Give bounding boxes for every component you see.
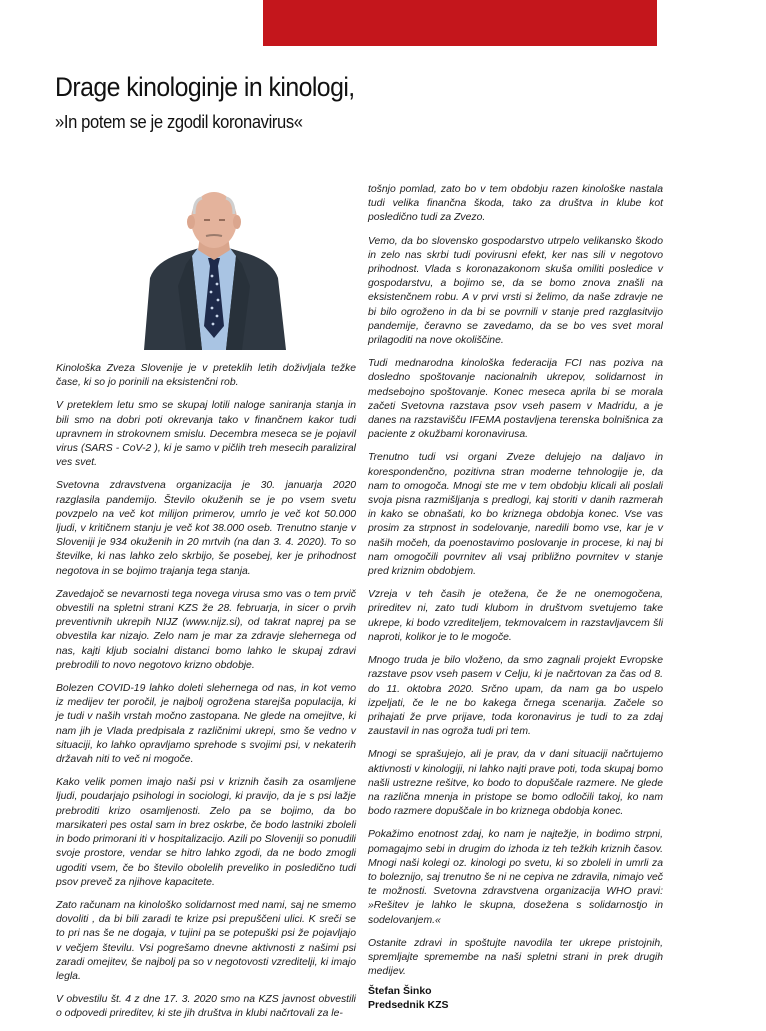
- signature-role: Predsednik KZS: [368, 999, 449, 1011]
- paragraph: Mnogo truda je bilo vloženo, da smo zagnali projekt Evropske razstave psov vseh pasem v Celju, ki je načrtovan za čas od 8. do 11. oktobra 2020. Srčno upam, da nam ga bo uspelo izpeljati, če le ne bo kakega črnega scenarija. Začele so prihajati že prve prijave, toda koronavirus je tudi to za zdaj zaustavil in nas ogroža tudi pri tem.: [368, 655, 663, 738]
- paragraph: Pokažimo enotnost zdaj, ko nam je najtežje, in bodimo strpni, pomagajmo sebi in drugim do izhoda iz teh težkih kriznih časov. Mnogi naši kolegi oz. kinologi po svetu, ki so zboleli in umrli za to boleznijo, saj trenutno še ni ne cepiva ne zdravila, nimajo več te možnosti. Svetovna zdravstvena organizacija WHO pravi: »Rešitev je lahko le skupna, dosežena s solidarnostjo in sodelovanjem.«: [368, 829, 663, 926]
- signature-name: Štefan Šinko: [368, 985, 432, 997]
- article-column-left: [56, 362, 356, 1031]
- paragraph: Zavedajoč se nevarnosti tega novega virusa smo vas o tem prvič obvestili na spletni strani KZS že 28. februarja, in sicer o prvih preventivnih ukrepih NIJZ (www.nijz.si), od takrat naprej pa se obvestila kar nizajo. Zelo nam je mar za zdravje slehernega od nas, kajti kljub socialni distanci bomo lahko le skupaj zdravi prebrodili to novo negotovo krizno obdobje.: [56, 588, 356, 671]
- paragraph: Kako velik pomen imajo naši psi v kriznih časih za osamljene ljudi, poudarjajo psihologi in sociologi, ki pravijo, da je s psi lažje prebroditi krizo osamljenosti. Zelo pa se bojimo, da bo marsikateri pes ostal sam in brez oskrbe, če bodo lastniki zboleli in bodo primorani iti v hospitalizacijo. Azili po Sloveniji so ponudili svoje prostore, vendar se hitro lahko zgodi, da ne bodo zmogli ugoditi vsem, če bo število obolelih preveliko in posledično tudi psov preveč za njihove kapacitete.: [56, 777, 356, 888]
- paragraph: V obvestilu št. 4 z dne 17. 3. 2020 smo na KZS javnost obvestili o odpovedi prireditev, ki ste jih društva in klubi načrtovali za le-: [56, 994, 356, 1020]
- red-header-bar: [263, 0, 657, 46]
- paragraph: Ostanite zdravi in spoštujte navodila ter ukrepe pristojnih, spremljajte spremembe na naši spletni strani in prek drugih medijev.: [368, 937, 663, 978]
- paragraph: Vzreja v teh časih je otežena, če že ne onemogočena, prireditev ni, zato tudi klubom in društvom svetujemo take ukrepe, ki bodo vzrediteljem, tekmovalcem in razstavljavcem šli naproti, kolikor je to le mogoče.: [368, 589, 663, 643]
- paragraph: Mnogi se sprašujejo, ali je prav, da v dani situaciji načrtujemo aktivnosti v kinologiji, ni lahko najti prave poti, toda skupaj bomo našli ustrezne rešitve, ko bodo to dopuščale razmere. Ne glede na različna mnenja in pristope se bomo odločili takoj, ko nam bodo razmere dopuščale in bo kriznega obdobja konec.: [368, 749, 663, 818]
- signature-block: [368, 984, 449, 1012]
- page-title: Drage kinologinje in kinologi,: [55, 72, 355, 102]
- paragraph: Bolezen COVID-19 lahko doleti slehernega od nas, in kot vemo iz medijev ter poročil, je najbolj ogrožena starejša populacija, ki je tudi v naših vrstah močno zastopana. Ne glede na omejitve, ki nam jih je Vlada predpisala z različnimi ukrepi, smo še vedno v situaciji, ko lahko opravljamo sprehode s svojimi psi, v nekaterih državah niti to več ni mogoče.: [56, 683, 356, 766]
- paragraph: Vemo, da bo slovensko gospodarstvo utrpelo velikansko škodo in zelo nas skrbi tudi povirusni efekt, ker nas sili v negotovo prihodnost. Vlada s koronazakonom skuša omiliti posledice v gospodarstvu, a bojimo se, da se bomo znova znašli na eksistenčnem robu. A v prvi vrsti si želimo, da naše zdravje ne bi bilo ogroženo in da bi se povrnili v stanje pred razglasitvijo pandemije, čeravno se zavedamo, da se bo ves svet moral prilagoditi na nove okoliščine.: [368, 235, 663, 347]
- author-portrait: [136, 186, 292, 350]
- portrait-illustration: [136, 186, 292, 350]
- article-column-right: [368, 183, 663, 988]
- paragraph: V preteklem letu smo se skupaj lotili naloge saniranja stanja in bili smo na dobri poti okrevanja tako v finančnem kakor tudi upravnem in strokovnem smislu. Decembra meseca se je pojavil virus (SARS - CoV-2 ), ki je samo v pičlih treh mesecih paraliziral ves svet.: [56, 400, 356, 469]
- paragraph: Svetovna zdravstvena organizacija je 30. januarja 2020 razglasila pandemijo. Število okuženih se je po vsem svetu povzpelo na več kot milijon primerov, umrlo je več kot 50.000 ljudi, v kritičnem stanju je več kot 38.000 oseb. Trenutno stanje v Sloveniji je 934 okuženih in 20 mrtvih (na dan 3. 4. 2020). To so številke, ki nas lahko zelo skrbijo, še posebej, ker je prihodnost negotova in se bojimo trajanja tega stanja.: [56, 480, 356, 577]
- paragraph: Tudi mednarodna kinološka federacija FCI nas poziva na dosledno spoštovanje nacionalnih ukrepov, solidarnost in medsebojno spoštovanje. Konec meseca aprila bi se morala začeti Svetovna razstava psov vseh pasem v Madridu, a je danes na razstavišču IFEMA postavljena terenska bolnišnica za paciente z okužbami koronavirusa.: [368, 358, 663, 441]
- paragraph: Zato računam na kinološko solidarnost med nami, saj ne smemo dovoliti , da bi bili zaradi te krize psi prepuščeni ulici. K sreči se to pri nas še ne dogaja, v tujini pa se potepuški psi že pojavljajo v večjem številu. Vsi pogrešamo dnevne aktivnosti z našimi psi zaradi omejitev, še najbolj pa so v negotovosti vzreditelji, ki imajo legla.: [56, 899, 356, 982]
- paragraph: tošnjo pomlad, zato bo v tem obdobju razen kinološke nastala tudi velika finančna škoda, tako za društva in klube kot posledično tudi za Zvezo.: [368, 184, 663, 224]
- page-subtitle: »In potem se je zgodil koronavirus«: [55, 112, 303, 132]
- paragraph: Trenutno tudi vsi organi Zveze delujejo na daljavo in korespondenčno, pozitivna stran moderne tehnologije je, da nam to omogoča. Mnogi ste me v tem obdobju klicali ali poslali svoja pisna razmišljanja s predlogi, kaj storiti v danih razmerah in kako se obnašati, ko bo kriznega obdobja konec. Vse vas prosim za strpnost in sodelovanje, naredili bomo vse, kar je v naših močeh, da poenostavimo poslovanje in procese, ki naj bi nam omogočili povrnitev ali vsaj približno povrnitev v stanje pred kriznim obdobjem.: [368, 452, 663, 578]
- paragraph: Kinološka Zveza Slovenije je v preteklih letih doživljala težke čase, ki so jo porinili na eksistenčni rob.: [56, 363, 356, 389]
